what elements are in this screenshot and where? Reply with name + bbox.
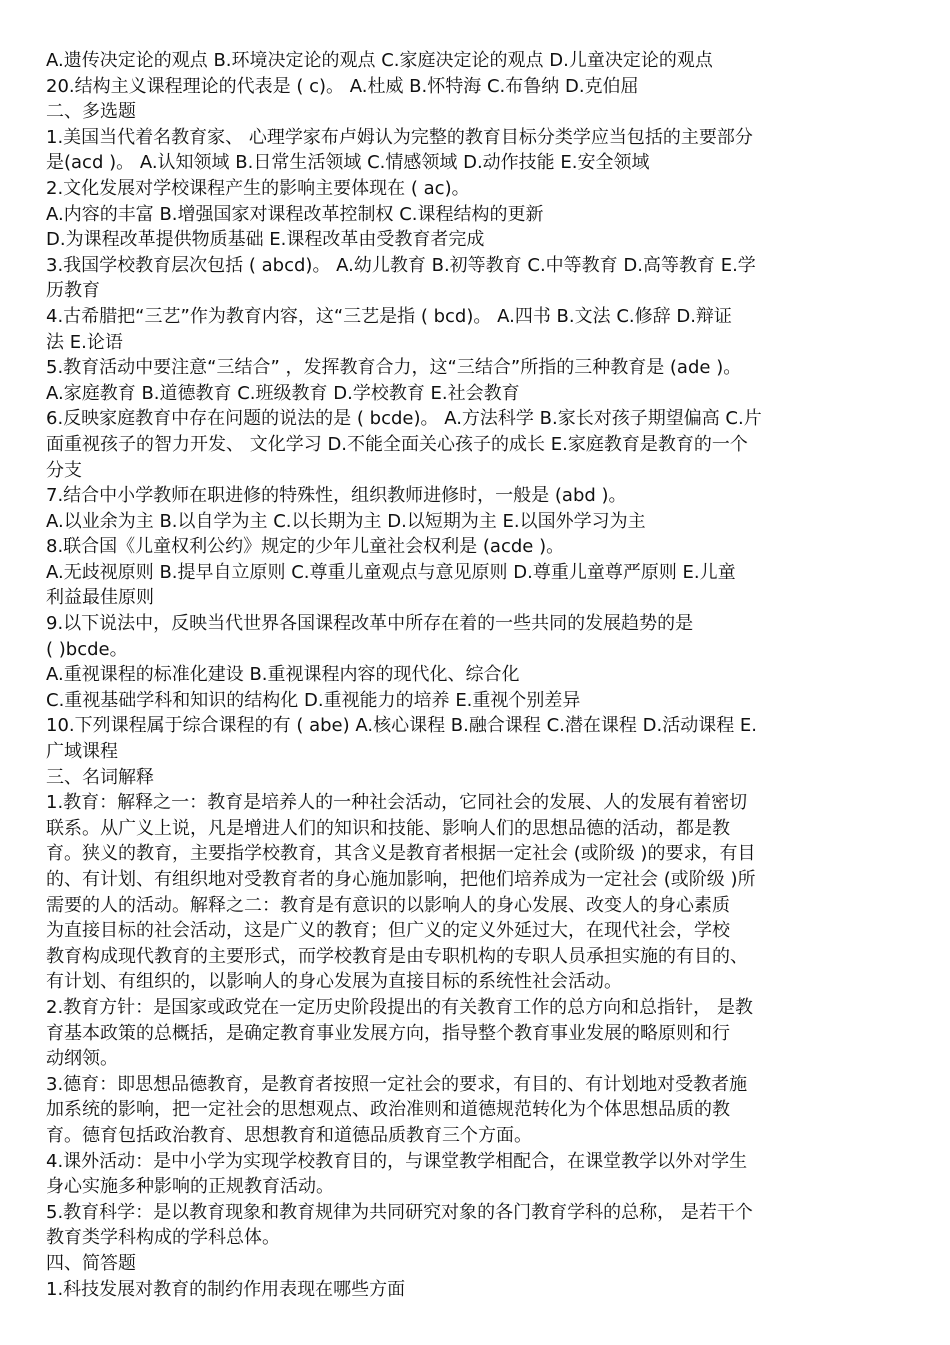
text-line: 4.古希腊把“三艺”作为教育内容，这“三艺是指 ( bcd)。 A.四书 B.文法 C.修辞 D.辩证 bbox=[46, 305, 732, 327]
text-line: A.无歧视原则 B.提早自立原则 C.尊重儿童观点与意见原则 D.尊重儿童尊严原则 E.儿童 bbox=[46, 561, 736, 583]
text-line: A.遗传决定论的观点 B.环境决定论的观点 C.家庭决定论的观点 D.儿童决定论的观点 bbox=[46, 50, 713, 71]
text-line: 7.结合中小学教师在职进修的特殊性，组织教师进修时，一般是 (abd )。 bbox=[46, 485, 627, 507]
text-line: 历教育 bbox=[46, 280, 100, 302]
text-line: 为直接目标的社会活动，这是广义的教育；但广义的定义外延过大，在现代社会，学校 bbox=[46, 920, 730, 942]
text-line: 联系。从广义上说，凡是增进人们的知识和技能、影响人们的思想品德的活动，都是教 bbox=[46, 817, 730, 839]
text-line: 10.下列课程属于综合课程的有 ( abe) A.核心课程 B.融合课程 C.潜在课程 D.活动课程 E. bbox=[46, 715, 758, 737]
text-line: 身心实施多种影响的正规教育活动。 bbox=[46, 1176, 334, 1198]
text-line: 加系统的影响，把一定社会的思想观点、政治准则和道德规范转化为个体思想品质的教 bbox=[46, 1099, 730, 1121]
text-line: 育基本政策的总概括，是确定教育事业发展方向，指导整个教育事业发展的略原则和行 bbox=[46, 1022, 730, 1044]
text-line: 2.教育方针：是国家或政党在一定历史阶段提出的有关教育工作的总方向和总指针， 是教 bbox=[46, 996, 753, 1018]
text-line: 2.文化发展对学校课程产生的影响主要体现在 ( ac)。 bbox=[46, 177, 470, 199]
text-line: 面重视孩子的智力开发、 文化学习 D.不能全面关心孩子的成长 E.家庭教育是教育的一个 bbox=[46, 433, 748, 455]
text-line: 的、有计划、有组织地对受教育者的身心施加影响，把他们培养成为一定社会 (或阶级 )所 bbox=[46, 869, 756, 890]
text-line: 广域课程 bbox=[46, 741, 118, 763]
text-line: 3.我国学校教育层次包括 ( abcd)。 A.幼儿教育 B.初等教育 C.中等教育 D.高等教育 E.学 bbox=[46, 254, 756, 276]
text-line: ( )bcde。 bbox=[46, 638, 128, 660]
section-heading: 三、名词解释 bbox=[46, 766, 154, 788]
text-line: 8.联合国《儿童权利公约》规定的少年儿童社会权利是 (acde )。 bbox=[46, 536, 565, 558]
text-line: 4.课外活动：是中小学为实现学校教育目的，与课堂教学相配合，在课堂教学以外对学生 bbox=[46, 1150, 748, 1172]
text-line: 动纲领。 bbox=[46, 1048, 118, 1070]
text-line bbox=[46, 1302, 912, 1328]
text-line: D.为课程改革提供物质基础 E.课程改革由受教育者完成 bbox=[46, 229, 485, 251]
text-line: 教育构成现代教育的主要形式，而学校教育是由专职机构的专职人员承担实施的有目的、 bbox=[46, 945, 748, 967]
text-line: 有计划、有组织的，以影响人的身心发展为直接目标的系统性社会活动。 bbox=[46, 971, 622, 993]
text-line: A.家庭教育 B.道德教育 C.班级教育 D.学校教育 E.社会教育 bbox=[46, 382, 520, 404]
text-line: 3.德育：即思想品德教育，是教育者按照一定社会的要求，有目的、有计划地对受教者施 bbox=[46, 1073, 748, 1095]
text-line: 需要的人的活动。解释之二：教育是有意识的以影响人的身心发展、改变人的身心素质 bbox=[46, 894, 730, 916]
text-line: 教育类学科构成的学科总体。 bbox=[46, 1227, 280, 1249]
text-line: 法 E.论语 bbox=[46, 331, 123, 353]
text-line: 利益最佳原则 bbox=[46, 587, 154, 609]
text-line: A.重视课程的标准化建设 B.重视课程内容的现代化、综合化 bbox=[46, 664, 520, 686]
text-line: 9.以下说法中，反映当代世界各国课程改革中所存在着的一些共同的发展趋势的是 bbox=[46, 613, 694, 635]
text-line: 育。狭义的教育，主要指学校教育，其含义是教育者根据一定社会 (或阶级 )的要求，有目 bbox=[46, 843, 756, 865]
text-line: 5.教育科学：是以教育现象和教育规律为共同研究对象的各门教育学科的总称， 是若干个 bbox=[46, 1201, 753, 1223]
section-heading: 二、多选题 bbox=[46, 101, 136, 123]
text-line: 分支 bbox=[46, 459, 82, 481]
text-line: 1.教育：解释之一：教育是培养人的一种社会活动，它同社会的发展、人的发展有着密切 bbox=[46, 792, 748, 814]
text-line: 是(acd )。 A.认知领域 B.日常生活领域 C.情感领域 D.动作技能 E.安全领域 bbox=[46, 152, 650, 174]
text-line: 1.美国当代着名教育家、 心理学家布卢姆认为完整的教育目标分类学应当包括的主要部分 bbox=[46, 126, 753, 148]
text-line: A.内容的丰富 B.增强国家对课程改革控制权 C.课程结构的更新 bbox=[46, 203, 544, 225]
text-line: 四、简答题 bbox=[46, 1252, 136, 1274]
section-heading: 1.科技发展对教育的制约作用表现在哪些方面 bbox=[46, 1278, 406, 1300]
text-line: 5.教育活动中要注意“三结合” ，发挥教育合力，这“三结合”所指的三种教育是 (ade )。 bbox=[46, 357, 742, 379]
text-line: 育。德育包括政治教育、思想教育和道德品质教育三个方面。 bbox=[46, 1124, 532, 1146]
text-line: 20.结构主义课程理论的代表是 ( c)。 A.杜威 B.怀特海 C.布鲁纳 D.克伯屈 bbox=[46, 75, 639, 97]
text-line: C.重视基础学科和知识的结构化 D.重视能力的培养 E.重视个别差异 bbox=[46, 689, 581, 711]
text-line: A.以业余为主 B.以自学为主 C.以长期为主 D.以短期为主 E.以国外学习为主 bbox=[46, 510, 646, 532]
text-line: 6.反映家庭教育中存在问题的说法的是 ( bcde)。 A.方法科学 B.家长对孩子期望偏高 C.片 bbox=[46, 408, 762, 430]
